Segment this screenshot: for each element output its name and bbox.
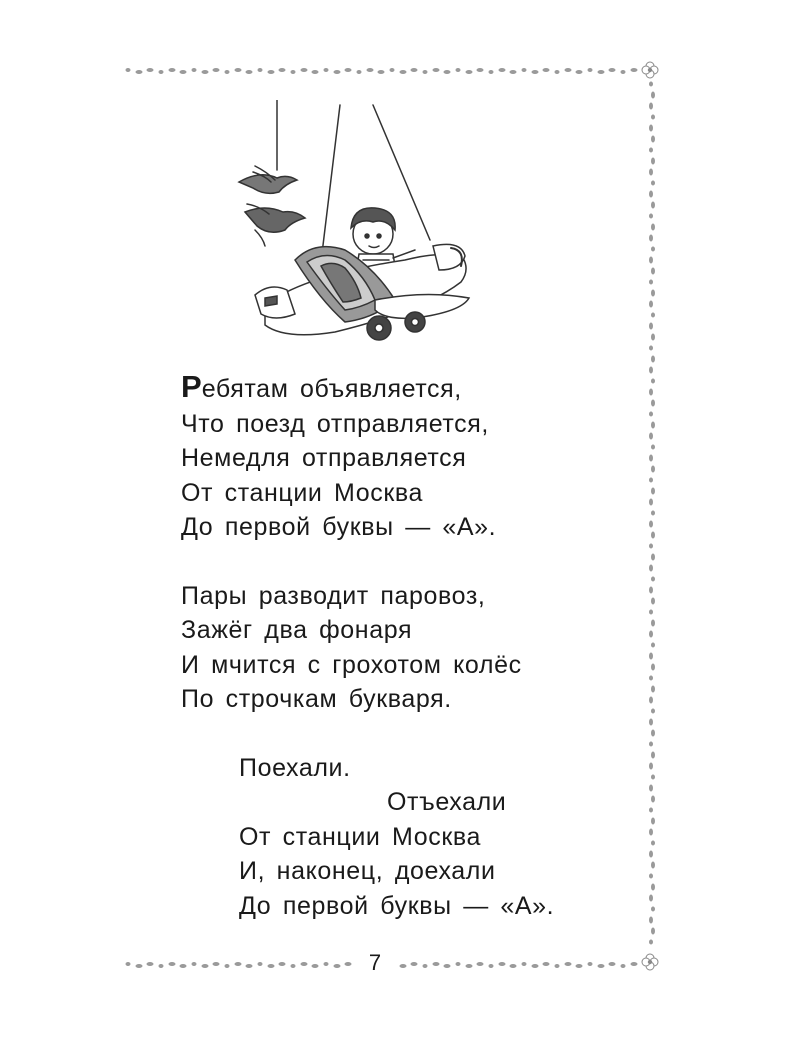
poem-line: По строчкам букваря.: [181, 685, 452, 713]
stanza-2: [181, 579, 554, 717]
bird-icon: [245, 204, 305, 246]
poem-line: Немедля отправляется: [181, 444, 467, 472]
flower-icon-top: [642, 62, 658, 78]
poem-line: Отъехали: [387, 788, 507, 816]
drop-cap: Р: [181, 369, 202, 404]
boy-airplane-illustration: [225, 100, 485, 360]
stanza-3: [239, 751, 554, 924]
poem-line: Зажёг два фонаря: [181, 616, 413, 644]
stanza-1: [181, 370, 554, 545]
poem-line: Что поезд отправляется,: [181, 409, 489, 438]
poem-line: Поехали.: [239, 753, 351, 782]
poem-line: И, наконец, доехали: [239, 857, 496, 885]
poem-line: Пары разводит паровоз,: [181, 581, 486, 610]
poem-line: Ребятам объявляется,: [181, 369, 462, 404]
poem: [181, 370, 554, 957]
bird-icon: [239, 166, 297, 193]
poem-line: До первой буквы — «А».: [181, 513, 497, 541]
poem-line: От станции Москва: [181, 478, 423, 507]
page-number: 7: [368, 950, 382, 975]
flower-icon-bottom: [642, 954, 658, 970]
poem-line: До первой буквы — «А».: [239, 891, 555, 920]
poem-line: И мчится с грохотом колёс: [181, 650, 522, 679]
poem-line: От станции Москва: [239, 822, 481, 851]
